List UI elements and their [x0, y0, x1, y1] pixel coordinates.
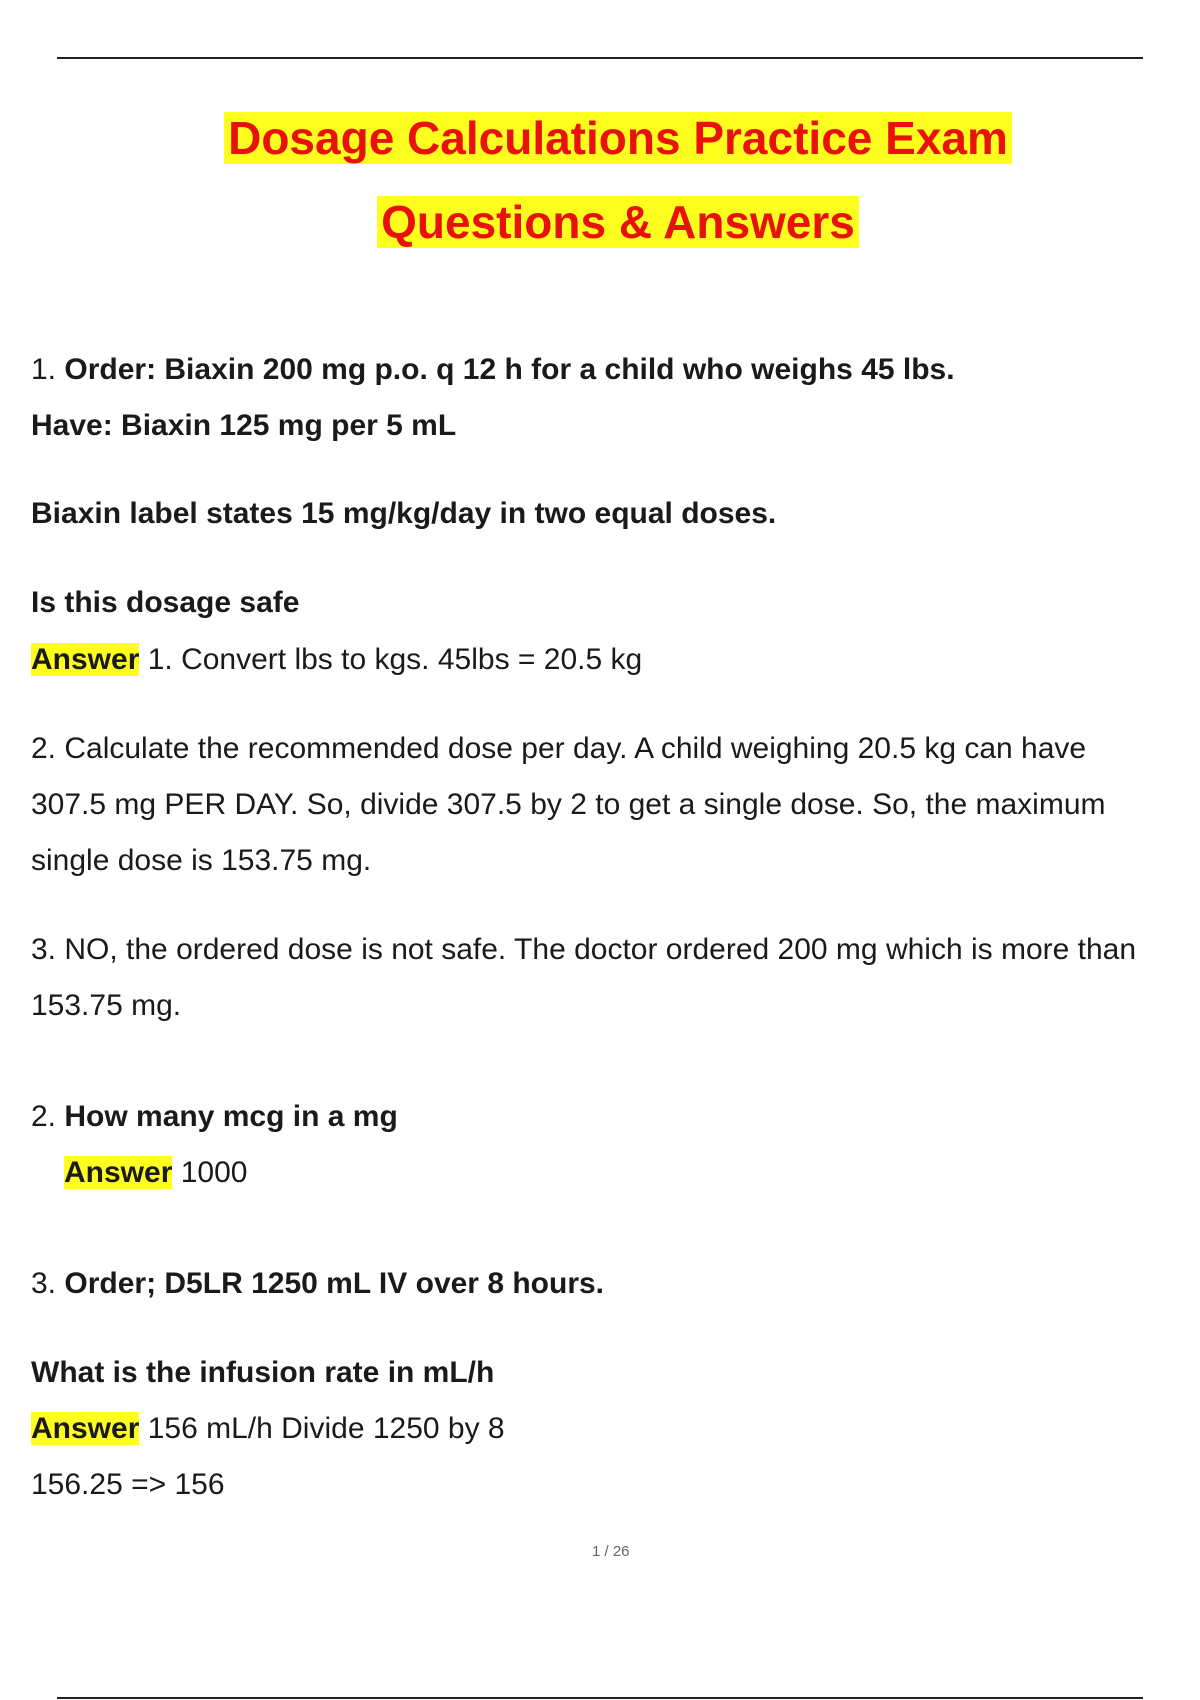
q3-answer-label: Answer: [31, 1412, 140, 1445]
q1-order-line: [31, 350, 955, 390]
q3-order: Order; D5LR 1250 mL IV over 8 hours.: [64, 1267, 605, 1300]
title-line-1-text: Dosage Calculations Practice Exam: [224, 112, 1012, 164]
bottom-rule: [57, 1697, 1143, 1699]
q3-answer-text: 156 mL/h Divide 1250 by 8: [147, 1412, 505, 1445]
q2-answer-label: Answer: [64, 1156, 173, 1189]
q3-number: 3.: [31, 1267, 57, 1300]
q1-order: Order: Biaxin 200 mg p.o. q 12 h for a child who weighs 45 lbs.: [64, 353, 955, 386]
q2-number: 2.: [31, 1100, 57, 1133]
page-number: 1 / 26: [592, 1543, 630, 1560]
title-line-2-text: Questions & Answers: [377, 196, 859, 248]
q1-step3-line1: 3. NO, the ordered dose is not safe. The doctor ordered 200 mg which is more than: [31, 933, 1137, 966]
q1-question: Is this dosage safe: [31, 586, 300, 619]
q3-answer-line2: 156.25 => 156: [31, 1468, 225, 1501]
q2-question-line: [31, 1097, 398, 1137]
q1-step2-line3: single dose is 153.75 mg.: [31, 844, 372, 877]
q2-answer-text: 1000: [180, 1156, 248, 1189]
q1-number: 1.: [31, 353, 57, 386]
q1-step2-line1: 2. Calculate the recommended dose per day. A child weighing 20.5 kg can have: [31, 732, 1087, 765]
q3-order-line: [31, 1264, 604, 1304]
q1-have: Have: Biaxin 125 mg per 5 mL: [31, 409, 457, 442]
q1-label-note: Biaxin label states 15 mg/kg/day in two equal doses.: [31, 497, 777, 530]
q1-step3-line2: 153.75 mg.: [31, 989, 182, 1022]
q1-answer-step1: 1. Convert lbs to kgs. 45lbs = 20.5 kg: [147, 643, 643, 676]
q1-answer-label: Answer: [31, 643, 140, 676]
top-rule: [57, 57, 1143, 59]
q2-question: How many mcg in a mg: [64, 1100, 398, 1133]
q2-answer-line: [64, 1153, 247, 1193]
q3-answer-line: [31, 1409, 505, 1449]
title-line-1: [0, 110, 1200, 166]
title-line-2: [0, 194, 1200, 250]
q1-answer-line: [31, 640, 642, 680]
q3-question: What is the infusion rate in mL/h: [31, 1356, 495, 1389]
q1-step2-line2: 307.5 mg PER DAY. So, divide 307.5 by 2 to get a single dose. So, the maximum: [31, 788, 1106, 821]
